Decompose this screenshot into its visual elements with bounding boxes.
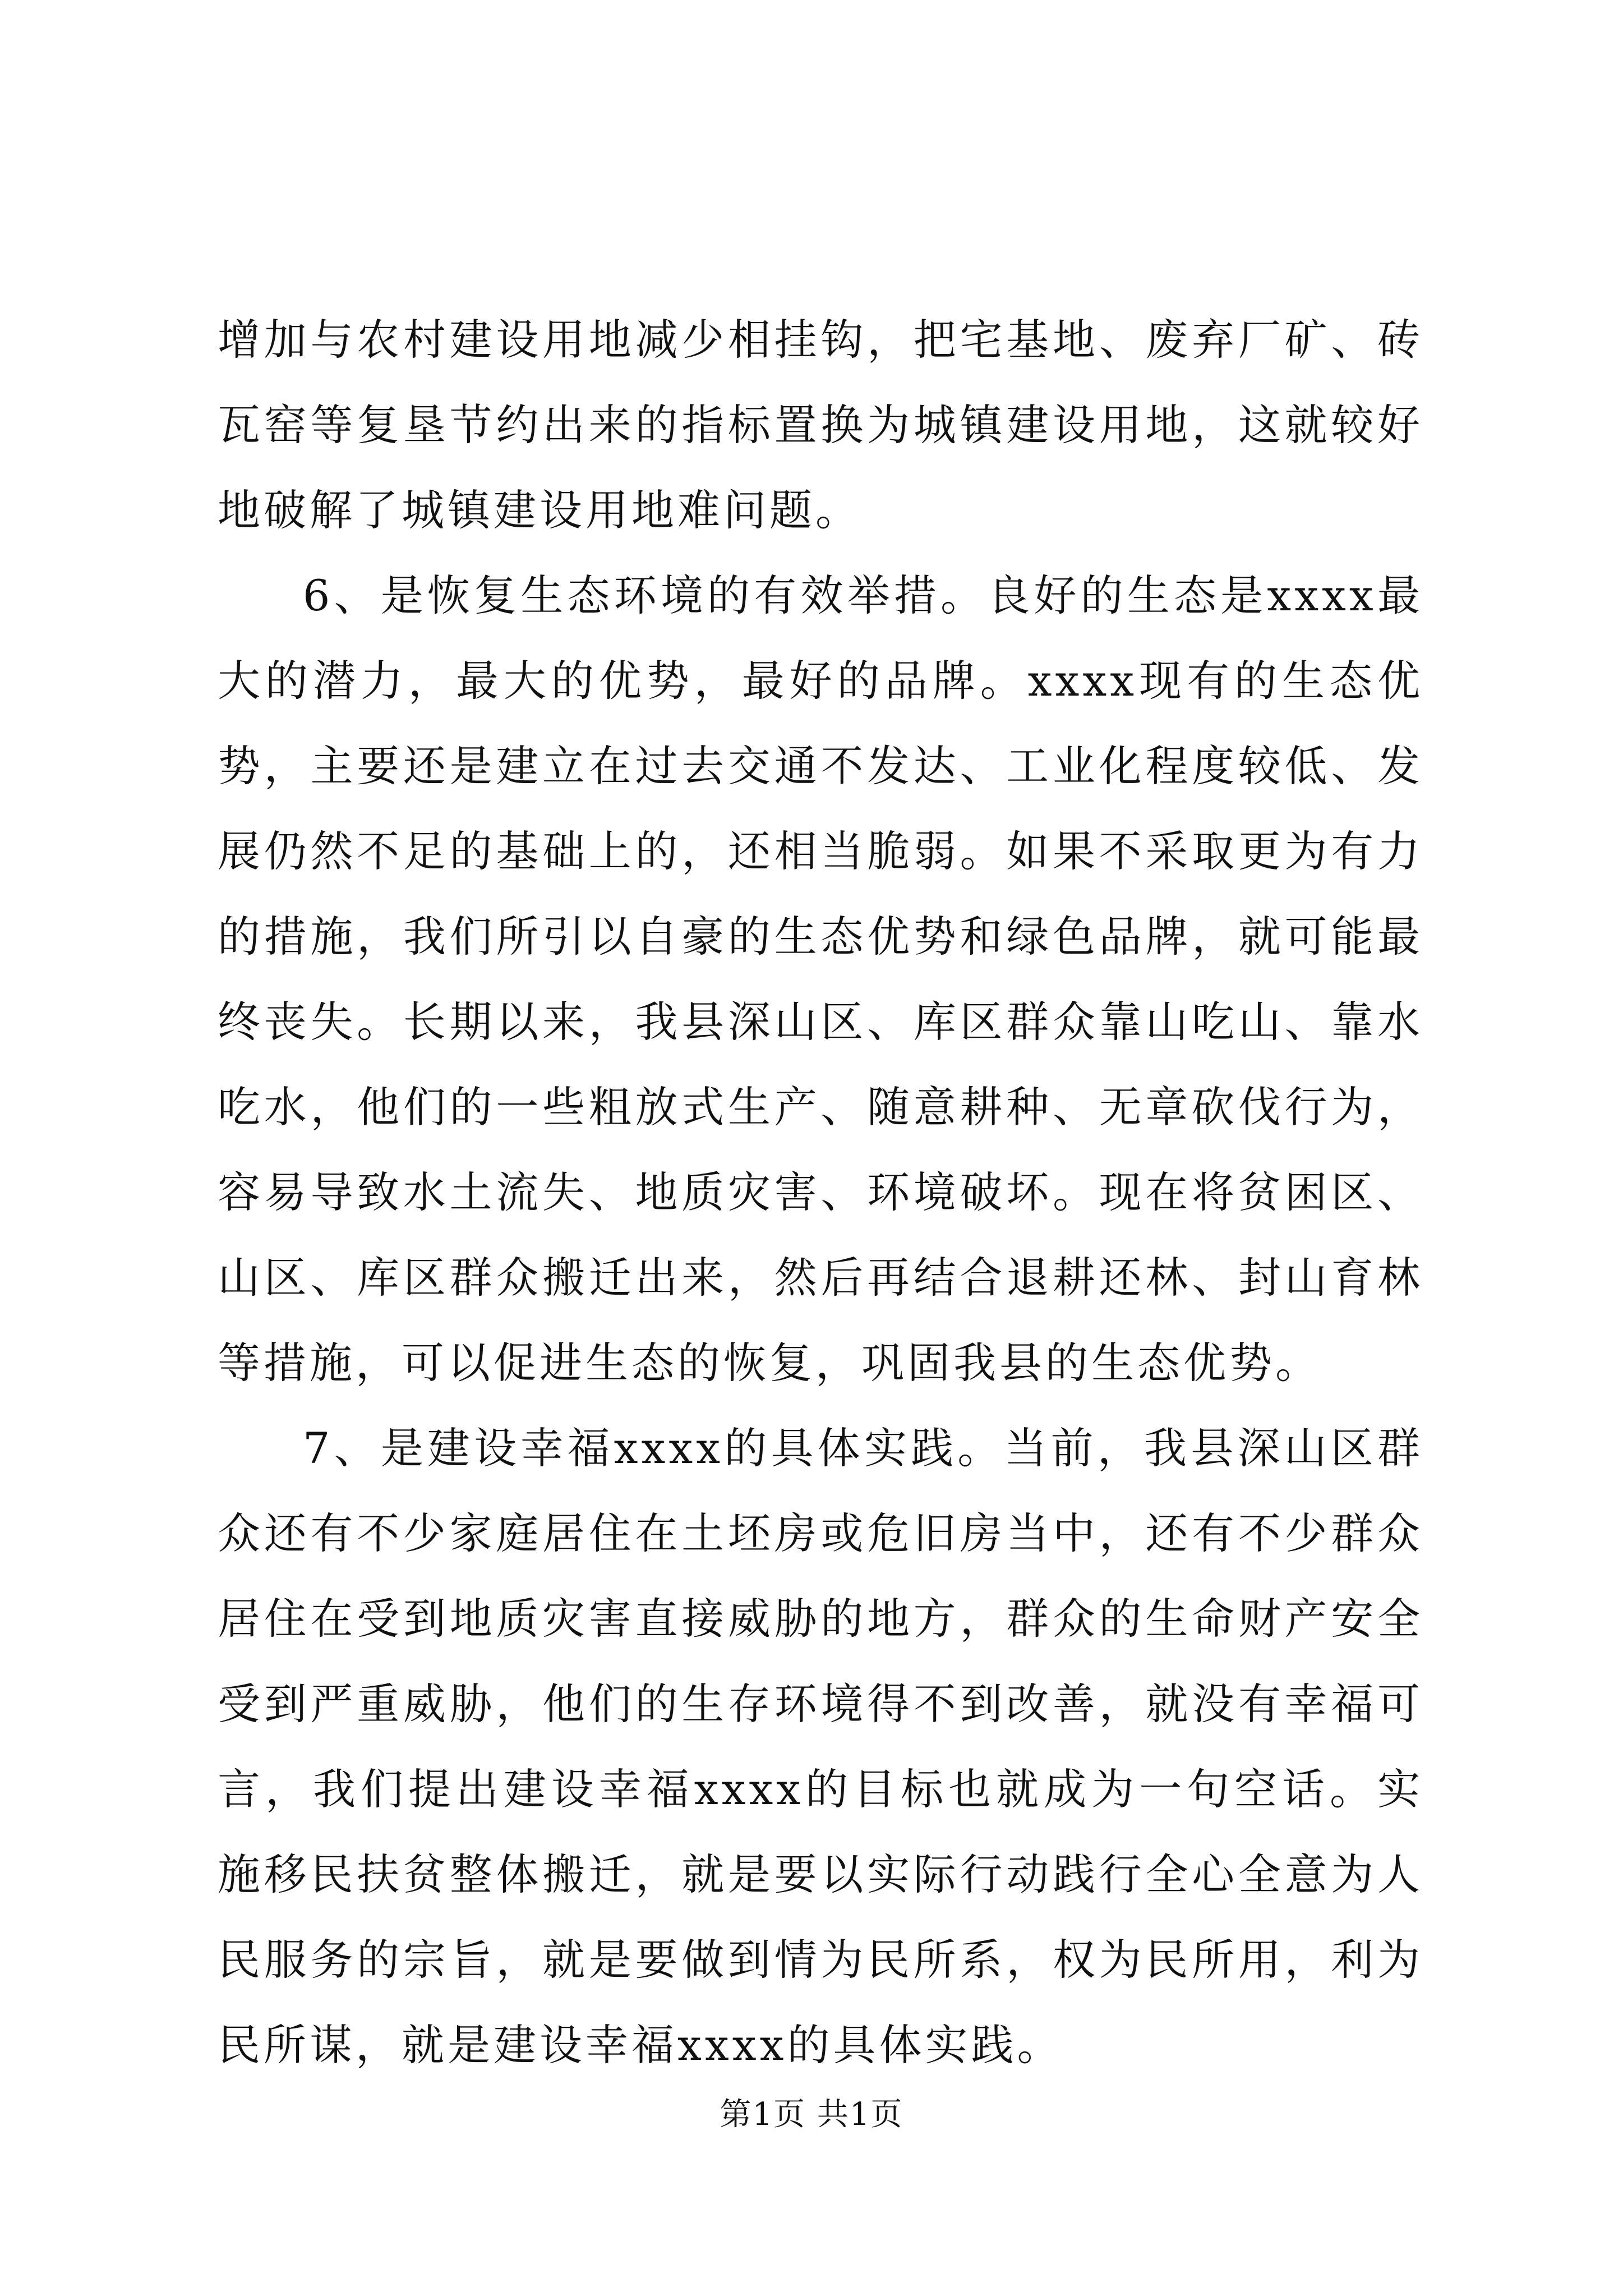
paragraph-continued: 增加与农村建设用地减少相挂钩，把宅基地、废弃厂矿、砖瓦窑等复垦节约出来的指标置换为城镇建设用地，这就较好地破解了城镇建设用地难问题。 — [218, 315, 1423, 535]
paragraph-6: 6、是恢复生态环境的有效举措。良好的生态是xxxx最大的潜力，最大的优势，最好的品牌。xxxx现有的生态优势，主要还是建立在过去交通不发达、工业化程度较低、发展仍然不足的基础上的，还相当脆弱。如果不采取更为有力的措施，我们所引以自豪的生态优势和绿色品牌，就可能最终丧失。长期以来，我县深山区、库区群众靠山吃山、靠水吃水，他们的一些粗放式生产、随意耕种、无章砍伐行为，容易导致水土流失、地质灾害、环境破坏。现在将贫困区、山区、库区群众搬迁出来，然后再结合退耕还林、封山育林等措施，可以促进生态的恢复，巩固我县的生态优势。 — [218, 570, 1423, 1388]
page-footer: 第1页 共1页 — [720, 2096, 903, 2133]
paragraph-7: 7、是建设幸福xxxx的具体实践。当前，我县深山区群众还有不少家庭居住在土坯房或危旧房当中，还有不少群众居住在受到地质灾害直接威胁的地方，群众的生命财产安全受到严重威胁，他们的生存环境得不到改善，就没有幸福可言，我们提出建设幸福xxxx的目标也就成为一句空话。实施移民扶贫整体搬迁，就是要以实际行动践行全心全意为人民服务的宗旨，就是要做到情为民所系，权为民所用，利为民所谋，就是建设幸福xxxx的具体实践。 — [218, 1423, 1423, 2070]
document-body — [218, 297, 1423, 2088]
